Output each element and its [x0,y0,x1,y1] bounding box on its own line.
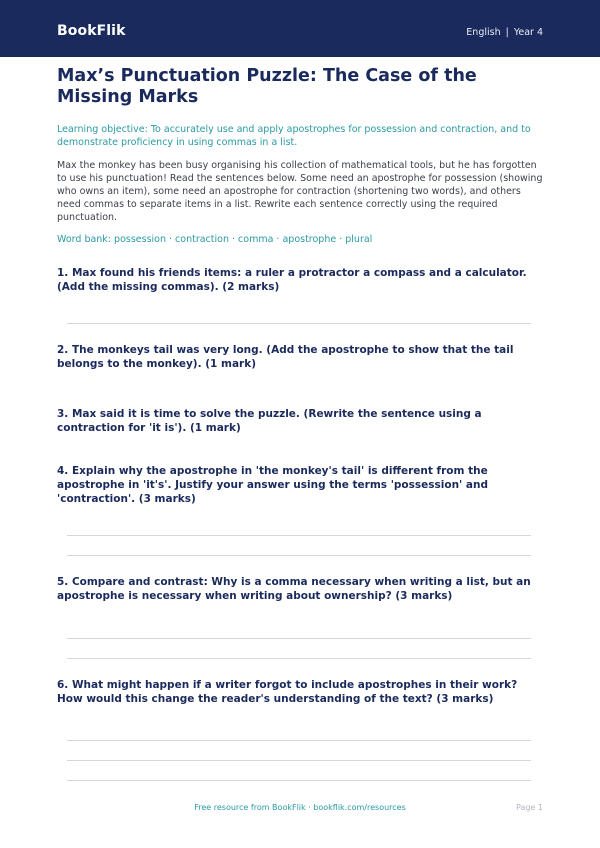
intro-paragraph: Max the monkey has been busy organising his collection of mathematical tools, but he has forgotten to use his punctuation! Read the sentences below. Some need an apostrophe for possession (showing who owns an item), some need an apostrophe for contraction (shortening two words), and others need commas to separate items in a list. Rewrite each sentence correctly using the required punctuation. [57,160,543,223]
question-6: 6. What might happen if a writer forgot to include apostrophes in their work? How would this change the reader's understanding of the text? (3 marks) [57,679,518,705]
subject-year-label [466,26,543,40]
question-2: 2. The monkeys tail was very long. (Add the apostrophe to show that the tail belongs to the monkey). (1 mark) [57,344,514,370]
meta-separator: | [505,27,509,38]
word-bank: Word bank: possession · contraction · comma · apostrophe · plural [57,234,373,245]
answer-line[interactable] [67,780,531,781]
page-number: Page 1 [516,803,543,812]
question-1: 1. Max found his friends items: a ruler a protractor a compass and a calculator. (Add the missing commas). (2 marks) [57,267,527,293]
subject-label: English [466,27,501,38]
brand-logo[interactable]: BookFlik [57,23,126,39]
question-3: 3. Max said it is time to solve the puzzle. (Rewrite the sentence using a contraction for 'it is'). (1 mark) [57,408,482,434]
worksheet-content [57,66,543,781]
year-label: Year 4 [513,27,543,38]
page-header [0,0,600,57]
resource-link[interactable]: Free resource from BookFlik · bookflik.com/resources [194,803,406,812]
question-5: 5. Compare and contrast: Why is a comma necessary when writing a list, but an apostrophe is necessary when writing about ownership? (3 marks) [57,576,531,602]
question-4: 4. Explain why the apostrophe in 'the monkey's tail' is different from the apostrophe in 'it's'. Justify your answer using the terms 'possession' and 'contraction'. (3 marks) [57,465,488,505]
learning-objective: Learning objective: To accurately use and apply apostrophes for possession and contraction, and to demonstrate proficiency in using commas in a list. [57,124,531,148]
worksheet-title: Max’s Punctuation Puzzle: The Case of the Missing Marks [57,66,477,107]
